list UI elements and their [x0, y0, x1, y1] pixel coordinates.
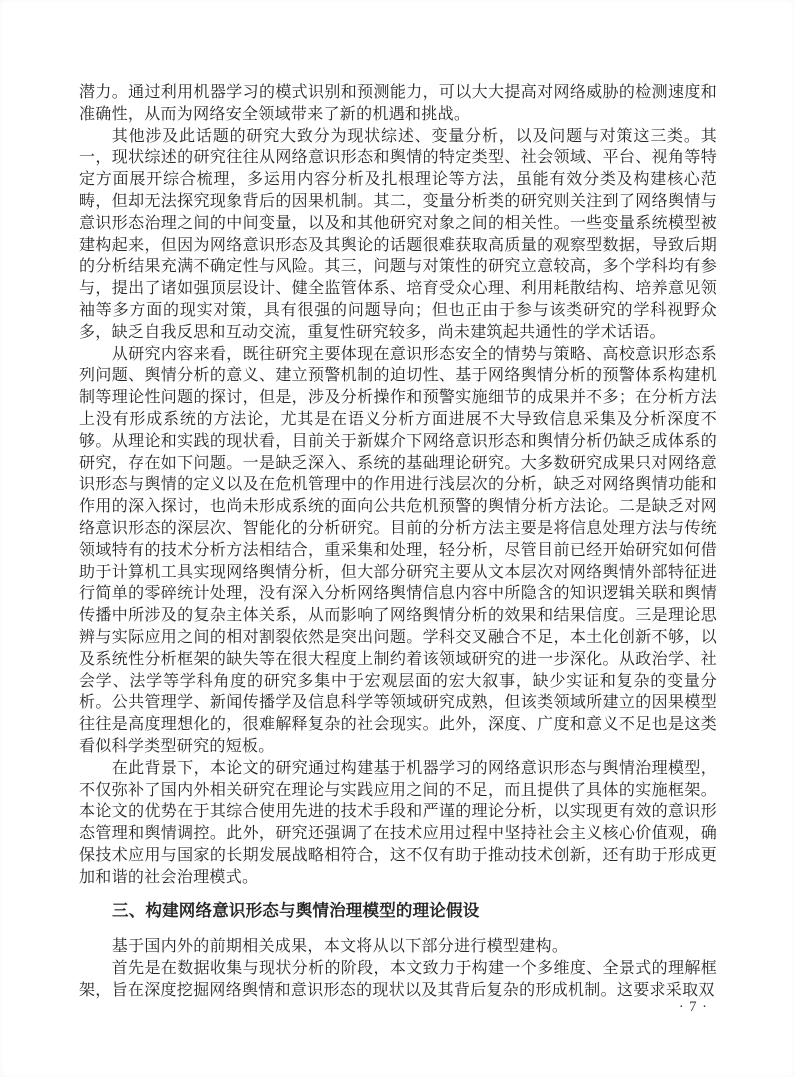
page-content	[79, 82, 717, 1002]
paragraph: 在此背景下，本论文的研究通过构建基于机器学习的网络意识形态与舆情治理模型，不仅弥补了国内外相关研究在理论与实践应用之间的不足，而且提供了具体的实施框架。本论文的优势在于其综合使用先进的技术手段和严谨的理论分析，以实现更有效的意识形态管理和舆情调控。此外，研究还强调了在技术应用过程中坚持社会主义核心价值观，确保技术应用与国家的长期发展战略相符合，这不仅有助于推动技术创新，还有助于形成更加和谐的社会治理模式。	[79, 759, 717, 886]
paragraph-continuation: 潜力。通过利用机器学习的模式识别和预测能力，可以大大提高对网络威胁的检测速度和准确性，从而为网络安全领域带来了新的机遇和挑战。	[79, 84, 717, 123]
paragraph: 其他涉及此话题的研究大致分为现状综述、变量分析，以及问题与对策这三类。其一，现状综述的研究往往从网络意识形态和舆情的特定类型、社会领域、平台、视角等特定方面展开综合梳理，多运用内容分析及扎根理论等方法，虽能有效分类及构建核心范畴，但却无法探究现象背后的因果机制。其二，变量分析类的研究则关注到了网络舆情与意识形态治理之间的中间变量，以及和其他研究对象之间的相关性。一些变量系统模型被建构起来，但因为网络意识形态及其舆论的话题很难获取高质量的观察型数据，导致后期的分析结果充满不确定性与风险。其三，问题与对策性的研究立意较高，多个学科均有参与，提出了诸如强顶层设计、健全监管体系、培育受众心理、利用耗散结构、培养意见领袖等多方面的现实对策，具有很强的问题导向；但也正由于参与该类研究的学科视野众多，缺乏自我反思和互动交流，重复性研究较多，尚未建筑起共通性的学术话语。	[79, 127, 717, 341]
section-heading: 三、构建网络意识形态与舆情治理模型的理论假设	[112, 902, 480, 921]
paragraph: 首先是在数据收集与现状分析的阶段，本文致力于构建一个多维度、全景式的理解框架，旨在深度挖掘网络舆情和意识形态的现状以及其背后复杂的形成机制。这要求采取双	[79, 960, 717, 1000]
paragraph: 基于国内外的前期相关成果，本文将从以下部分进行模型建构。	[111, 938, 569, 956]
page-number: · 7 ·	[678, 999, 708, 1015]
paragraph: 从研究内容来看，既往研究主要体现在意识形态安全的情势与策略、高校意识形态系列问题、舆情分析的意义、建立预警机制的迫切性、基于网络舆情分析的预警体系构建机制等理论性问题的探讨，但是，涉及分析操作和预警实施细节的成果并不多；在分析方法上没有形成系统的方法论，尤其是在语义分析方面进展不大导致信息采集及分析深度不够。从理论和实践的现状看，目前关于新媒介下网络意识形态和舆情分析仍缺乏成体系的研究，存在如下问题。一是缺乏深入、系统的基础理论研究。大多数研究成果只对网络意识形态与舆情的定义以及在危机管理中的作用进行浅层次的分析，缺乏对网络舆情功能和作用的深入探讨，也尚未形成系统的面向公共危机预警的舆情分析方法论。二是缺乏对网络意识形态的深层次、智能化的分析研究。目前的分析方法主要是将信息处理方法与传统领域特有的技术分析方法相结合，重采集和处理，轻分析，尽管目前已经开始研究如何借助于计算机工具实现网络舆情分析，但大部分研究主要从文本层次对网络舆情外部特征进行简单的零碎统计处理，没有深入分析网络舆情信息内容中所隐含的知识逻辑关联和舆情传播中所涉及的复杂主体关系，从而影响了网络舆情分析的效果和结果信度。三是理论思辨与实际应用之间的相对割裂依然是突出问题。学科交叉融合不足，本土化创新不够，以及系统性分析框架的缺失等在很大程度上制约着该领域研究的进一步深化。从政治学、社会学、法学等学科角度的研究多集中于宏观层面的宏大叙事，缺少实证和复杂的变量分析。公共管理学、新闻传播学及信息科学等领域研究成熟，但该类领域所建立的因果模型往往是高度理想化的，很难解释复杂的社会现实。此外，深度、广度和意义不足也是这类看似科学类型研究的短板。	[79, 345, 717, 755]
